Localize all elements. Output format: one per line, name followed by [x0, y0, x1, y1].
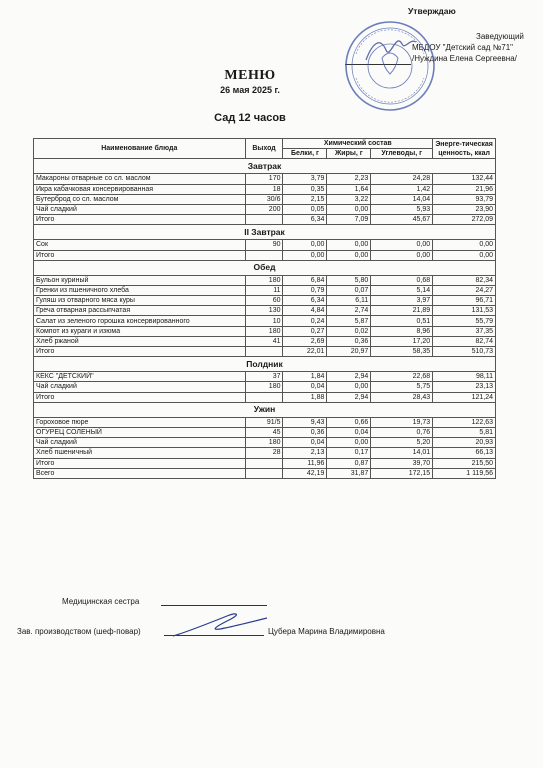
dish-proteins: 0,04 — [283, 438, 327, 448]
dish-fats: 0,07 — [327, 285, 371, 295]
dish-energy: 215,50 — [433, 458, 496, 468]
dish-output: 28 — [245, 448, 283, 458]
dish-fats: 2,94 — [327, 392, 371, 402]
section-row — [34, 357, 496, 372]
col-header-proteins: Белки, г — [283, 149, 327, 159]
dish-energy: 23,90 — [433, 204, 496, 214]
dish-carbs: 5,14 — [371, 285, 433, 295]
section-title: II Завтрак — [34, 225, 496, 240]
table-row — [34, 316, 496, 326]
dish-proteins: 2,69 — [283, 336, 327, 346]
dish-fats: 0,00 — [327, 382, 371, 392]
dish-fats: 2,74 — [327, 306, 371, 316]
dish-output: 180 — [245, 382, 283, 392]
dish-proteins: 9,43 — [283, 417, 327, 427]
table-row — [34, 458, 496, 468]
dish-output: 60 — [245, 296, 283, 306]
dish-fats: 0,17 — [327, 448, 371, 458]
dish-energy: 21,96 — [433, 184, 496, 194]
dish-carbs: 45,67 — [371, 215, 433, 225]
table-row — [34, 215, 496, 225]
dish-proteins: 0,24 — [283, 316, 327, 326]
table-row — [34, 372, 496, 382]
col-header-fats: Жиры, г — [327, 149, 371, 159]
dish-energy: 272,09 — [433, 215, 496, 225]
chef-signature-icon — [167, 610, 272, 640]
nurse-label: Медицинская сестра — [62, 597, 140, 606]
dish-energy: 55,79 — [433, 316, 496, 326]
dish-name: Чай сладкий — [34, 438, 246, 448]
dish-output: 130 — [245, 306, 283, 316]
dish-output: 30/6 — [245, 194, 283, 204]
dish-proteins: 1,88 — [283, 392, 327, 402]
dish-name: КЕКС "ДЕТСКИЙ" — [34, 372, 246, 382]
dish-output — [245, 392, 283, 402]
dish-energy: 82,34 — [433, 275, 496, 285]
dish-energy: 66,13 — [433, 448, 496, 458]
dish-proteins: 0,36 — [283, 427, 327, 437]
dish-proteins: 0,04 — [283, 382, 327, 392]
dish-output — [245, 250, 283, 260]
dish-name: Чай сладкий — [34, 204, 246, 214]
table-row — [34, 194, 496, 204]
table-row — [34, 347, 496, 357]
dish-energy: 131,53 — [433, 306, 496, 316]
dish-proteins: 0,35 — [283, 184, 327, 194]
section-row — [34, 225, 496, 240]
dish-name: Компот из кураги и изюма — [34, 326, 246, 336]
dish-fats: 5,87 — [327, 316, 371, 326]
dish-carbs: 0,00 — [371, 240, 433, 250]
dish-output — [245, 458, 283, 468]
dish-energy: 93,79 — [433, 194, 496, 204]
dish-carbs: 8,96 — [371, 326, 433, 336]
nurse-signature-line — [161, 605, 267, 606]
col-header-carbs: Углеводы, г — [371, 149, 433, 159]
table-row — [34, 382, 496, 392]
dish-energy: 121,24 — [433, 392, 496, 402]
dish-fats: 20,97 — [327, 347, 371, 357]
dish-name: Гороховое пюре — [34, 417, 246, 427]
dish-name: Сок — [34, 240, 246, 250]
table-row — [34, 392, 496, 402]
table-row — [34, 336, 496, 346]
dish-output: 180 — [245, 438, 283, 448]
col-header-energy: Энерге-тическая ценность, ккал — [433, 139, 496, 159]
dish-proteins: 3,79 — [283, 174, 327, 184]
dish-carbs: 21,89 — [371, 306, 433, 316]
dish-energy: 24,27 — [433, 285, 496, 295]
dish-proteins: 4,84 — [283, 306, 327, 316]
dish-name: Гуляш из отварного мяса куры — [34, 296, 246, 306]
dish-carbs: 19,73 — [371, 417, 433, 427]
dish-output: 11 — [245, 285, 283, 295]
dish-proteins: 6,34 — [283, 296, 327, 306]
dish-proteins: 22,01 — [283, 347, 327, 357]
dish-fats: 0,36 — [327, 336, 371, 346]
table-row — [34, 240, 496, 250]
dish-fats: 0,00 — [327, 240, 371, 250]
section-row — [34, 159, 496, 174]
dish-fats: 1,64 — [327, 184, 371, 194]
official-seal-icon — [338, 14, 438, 114]
dish-fats: 6,11 — [327, 296, 371, 306]
section-row — [34, 260, 496, 275]
table-row — [34, 438, 496, 448]
dish-name: Итого — [34, 347, 246, 357]
menu-date: 26 мая 2025 г. — [220, 85, 280, 95]
dish-name: Чай сладкий — [34, 382, 246, 392]
dish-carbs: 22,68 — [371, 372, 433, 382]
dish-proteins: 0,00 — [283, 250, 327, 260]
dish-energy: 5,81 — [433, 427, 496, 437]
dish-name: Салат из зеленого горошка консервированного — [34, 316, 246, 326]
dish-energy: 122,63 — [433, 417, 496, 427]
dish-carbs: 5,93 — [371, 204, 433, 214]
dish-name: Макароны отварные со сл. маслом — [34, 174, 246, 184]
dish-carbs: 24,28 — [371, 174, 433, 184]
dish-name: Итого — [34, 215, 246, 225]
dish-energy: 20,93 — [433, 438, 496, 448]
dish-proteins: 0,27 — [283, 326, 327, 336]
dish-fats: 2,23 — [327, 174, 371, 184]
dish-carbs: 0,51 — [371, 316, 433, 326]
dish-carbs: 5,20 — [371, 438, 433, 448]
dish-output: 180 — [245, 326, 283, 336]
page-title: МЕНЮ — [224, 68, 276, 83]
dish-name: Бутерброд со сл. маслом — [34, 194, 246, 204]
dish-energy: 37,35 — [433, 326, 496, 336]
table-row — [34, 184, 496, 194]
menu-table — [33, 138, 496, 479]
section-title: Обед — [34, 260, 496, 275]
table-row — [34, 250, 496, 260]
table-row — [34, 468, 496, 478]
table-row — [34, 296, 496, 306]
chef-name: Цубера Марина Владимировна — [268, 627, 385, 636]
dish-energy: 98,11 — [433, 372, 496, 382]
dish-energy: 0,00 — [433, 240, 496, 250]
dish-fats: 0,02 — [327, 326, 371, 336]
dish-proteins: 2,13 — [283, 448, 327, 458]
dish-proteins: 6,34 — [283, 215, 327, 225]
dish-output — [245, 215, 283, 225]
dish-carbs: 28,43 — [371, 392, 433, 402]
dish-output: 10 — [245, 316, 283, 326]
table-row — [34, 326, 496, 336]
table-row — [34, 275, 496, 285]
dish-carbs: 0,00 — [371, 250, 433, 260]
chef-label: Зав. производством (шеф-повар) — [17, 627, 141, 636]
dish-carbs: 1,42 — [371, 184, 433, 194]
dish-output: 41 — [245, 336, 283, 346]
dish-fats: 0,00 — [327, 204, 371, 214]
dish-proteins: 2,15 — [283, 194, 327, 204]
dish-carbs: 14,04 — [371, 194, 433, 204]
dish-energy: 82,74 — [433, 336, 496, 346]
table-row — [34, 174, 496, 184]
dish-output — [245, 468, 283, 478]
dish-proteins: 6,84 — [283, 275, 327, 285]
dish-energy: 96,71 — [433, 296, 496, 306]
dish-carbs: 172,15 — [371, 468, 433, 478]
table-row — [34, 204, 496, 214]
approve-name: /Нуждина Елена Сергеевна/ — [412, 54, 517, 63]
table-row — [34, 285, 496, 295]
dish-fats: 0,00 — [327, 250, 371, 260]
col-header-name: Наименование блюда — [34, 139, 246, 159]
dish-name: Хлеб пшеничный — [34, 448, 246, 458]
dish-name: Греча отварная рассыпчатая — [34, 306, 246, 316]
section-title: Завтрак — [34, 159, 496, 174]
dish-fats: 0,04 — [327, 427, 371, 437]
approve-role: Заведующий — [476, 32, 524, 41]
dish-fats: 7,09 — [327, 215, 371, 225]
dish-proteins: 1,84 — [283, 372, 327, 382]
dish-name: ОГУРЕЦ СОЛЕНЫЙ — [34, 427, 246, 437]
dish-proteins: 11,96 — [283, 458, 327, 468]
dish-carbs: 17,20 — [371, 336, 433, 346]
table-row — [34, 306, 496, 316]
table-row — [34, 448, 496, 458]
dish-name: Итого — [34, 458, 246, 468]
dish-carbs: 0,76 — [371, 427, 433, 437]
dish-energy: 510,73 — [433, 347, 496, 357]
dish-output: 45 — [245, 427, 283, 437]
dish-fats: 0,66 — [327, 417, 371, 427]
dish-proteins: 0,05 — [283, 204, 327, 214]
dish-output: 180 — [245, 275, 283, 285]
dish-name: Итого — [34, 392, 246, 402]
dish-output: 90 — [245, 240, 283, 250]
section-title: Ужин — [34, 402, 496, 417]
menu-body — [34, 159, 496, 479]
dish-carbs: 3,97 — [371, 296, 433, 306]
dish-proteins: 42,19 — [283, 468, 327, 478]
dish-carbs: 5,75 — [371, 382, 433, 392]
dish-fats: 2,94 — [327, 372, 371, 382]
dish-fats: 31,87 — [327, 468, 371, 478]
dish-proteins: 0,00 — [283, 240, 327, 250]
dish-energy: 23,13 — [433, 382, 496, 392]
table-row — [34, 417, 496, 427]
dish-fats: 3,22 — [327, 194, 371, 204]
dish-name: Хлеб ржаной — [34, 336, 246, 346]
dish-output — [245, 347, 283, 357]
approve-org: МБДОУ "Детский сад №71" — [412, 43, 514, 52]
dish-output: 18 — [245, 184, 283, 194]
dish-fats: 5,80 — [327, 275, 371, 285]
dish-energy: 132,44 — [433, 174, 496, 184]
dish-carbs: 58,35 — [371, 347, 433, 357]
dish-energy: 0,00 — [433, 250, 496, 260]
col-header-output: Выход — [245, 139, 283, 159]
dish-output: 200 — [245, 204, 283, 214]
dish-carbs: 39,70 — [371, 458, 433, 468]
dish-fats: 0,00 — [327, 438, 371, 448]
dish-name: Гренки из пшеничного хлеба — [34, 285, 246, 295]
section-row — [34, 402, 496, 417]
dish-name: Бульон куриный — [34, 275, 246, 285]
table-row — [34, 427, 496, 437]
dish-name: Всего — [34, 468, 246, 478]
dish-carbs: 14,01 — [371, 448, 433, 458]
approve-title: Утверждаю — [408, 6, 456, 16]
dish-output: 37 — [245, 372, 283, 382]
dish-name: Итого — [34, 250, 246, 260]
col-header-chem: Химический состав — [283, 139, 433, 149]
dish-name: Икра кабачковая консервированная — [34, 184, 246, 194]
dish-fats: 0,87 — [327, 458, 371, 468]
dish-proteins: 0,79 — [283, 285, 327, 295]
dish-output: 91/5 — [245, 417, 283, 427]
section-title: Полдник — [34, 357, 496, 372]
dish-energy: 1 119,56 — [433, 468, 496, 478]
menu-subtitle: Сад 12 часов — [214, 112, 286, 124]
dish-carbs: 0,68 — [371, 275, 433, 285]
dish-output: 170 — [245, 174, 283, 184]
